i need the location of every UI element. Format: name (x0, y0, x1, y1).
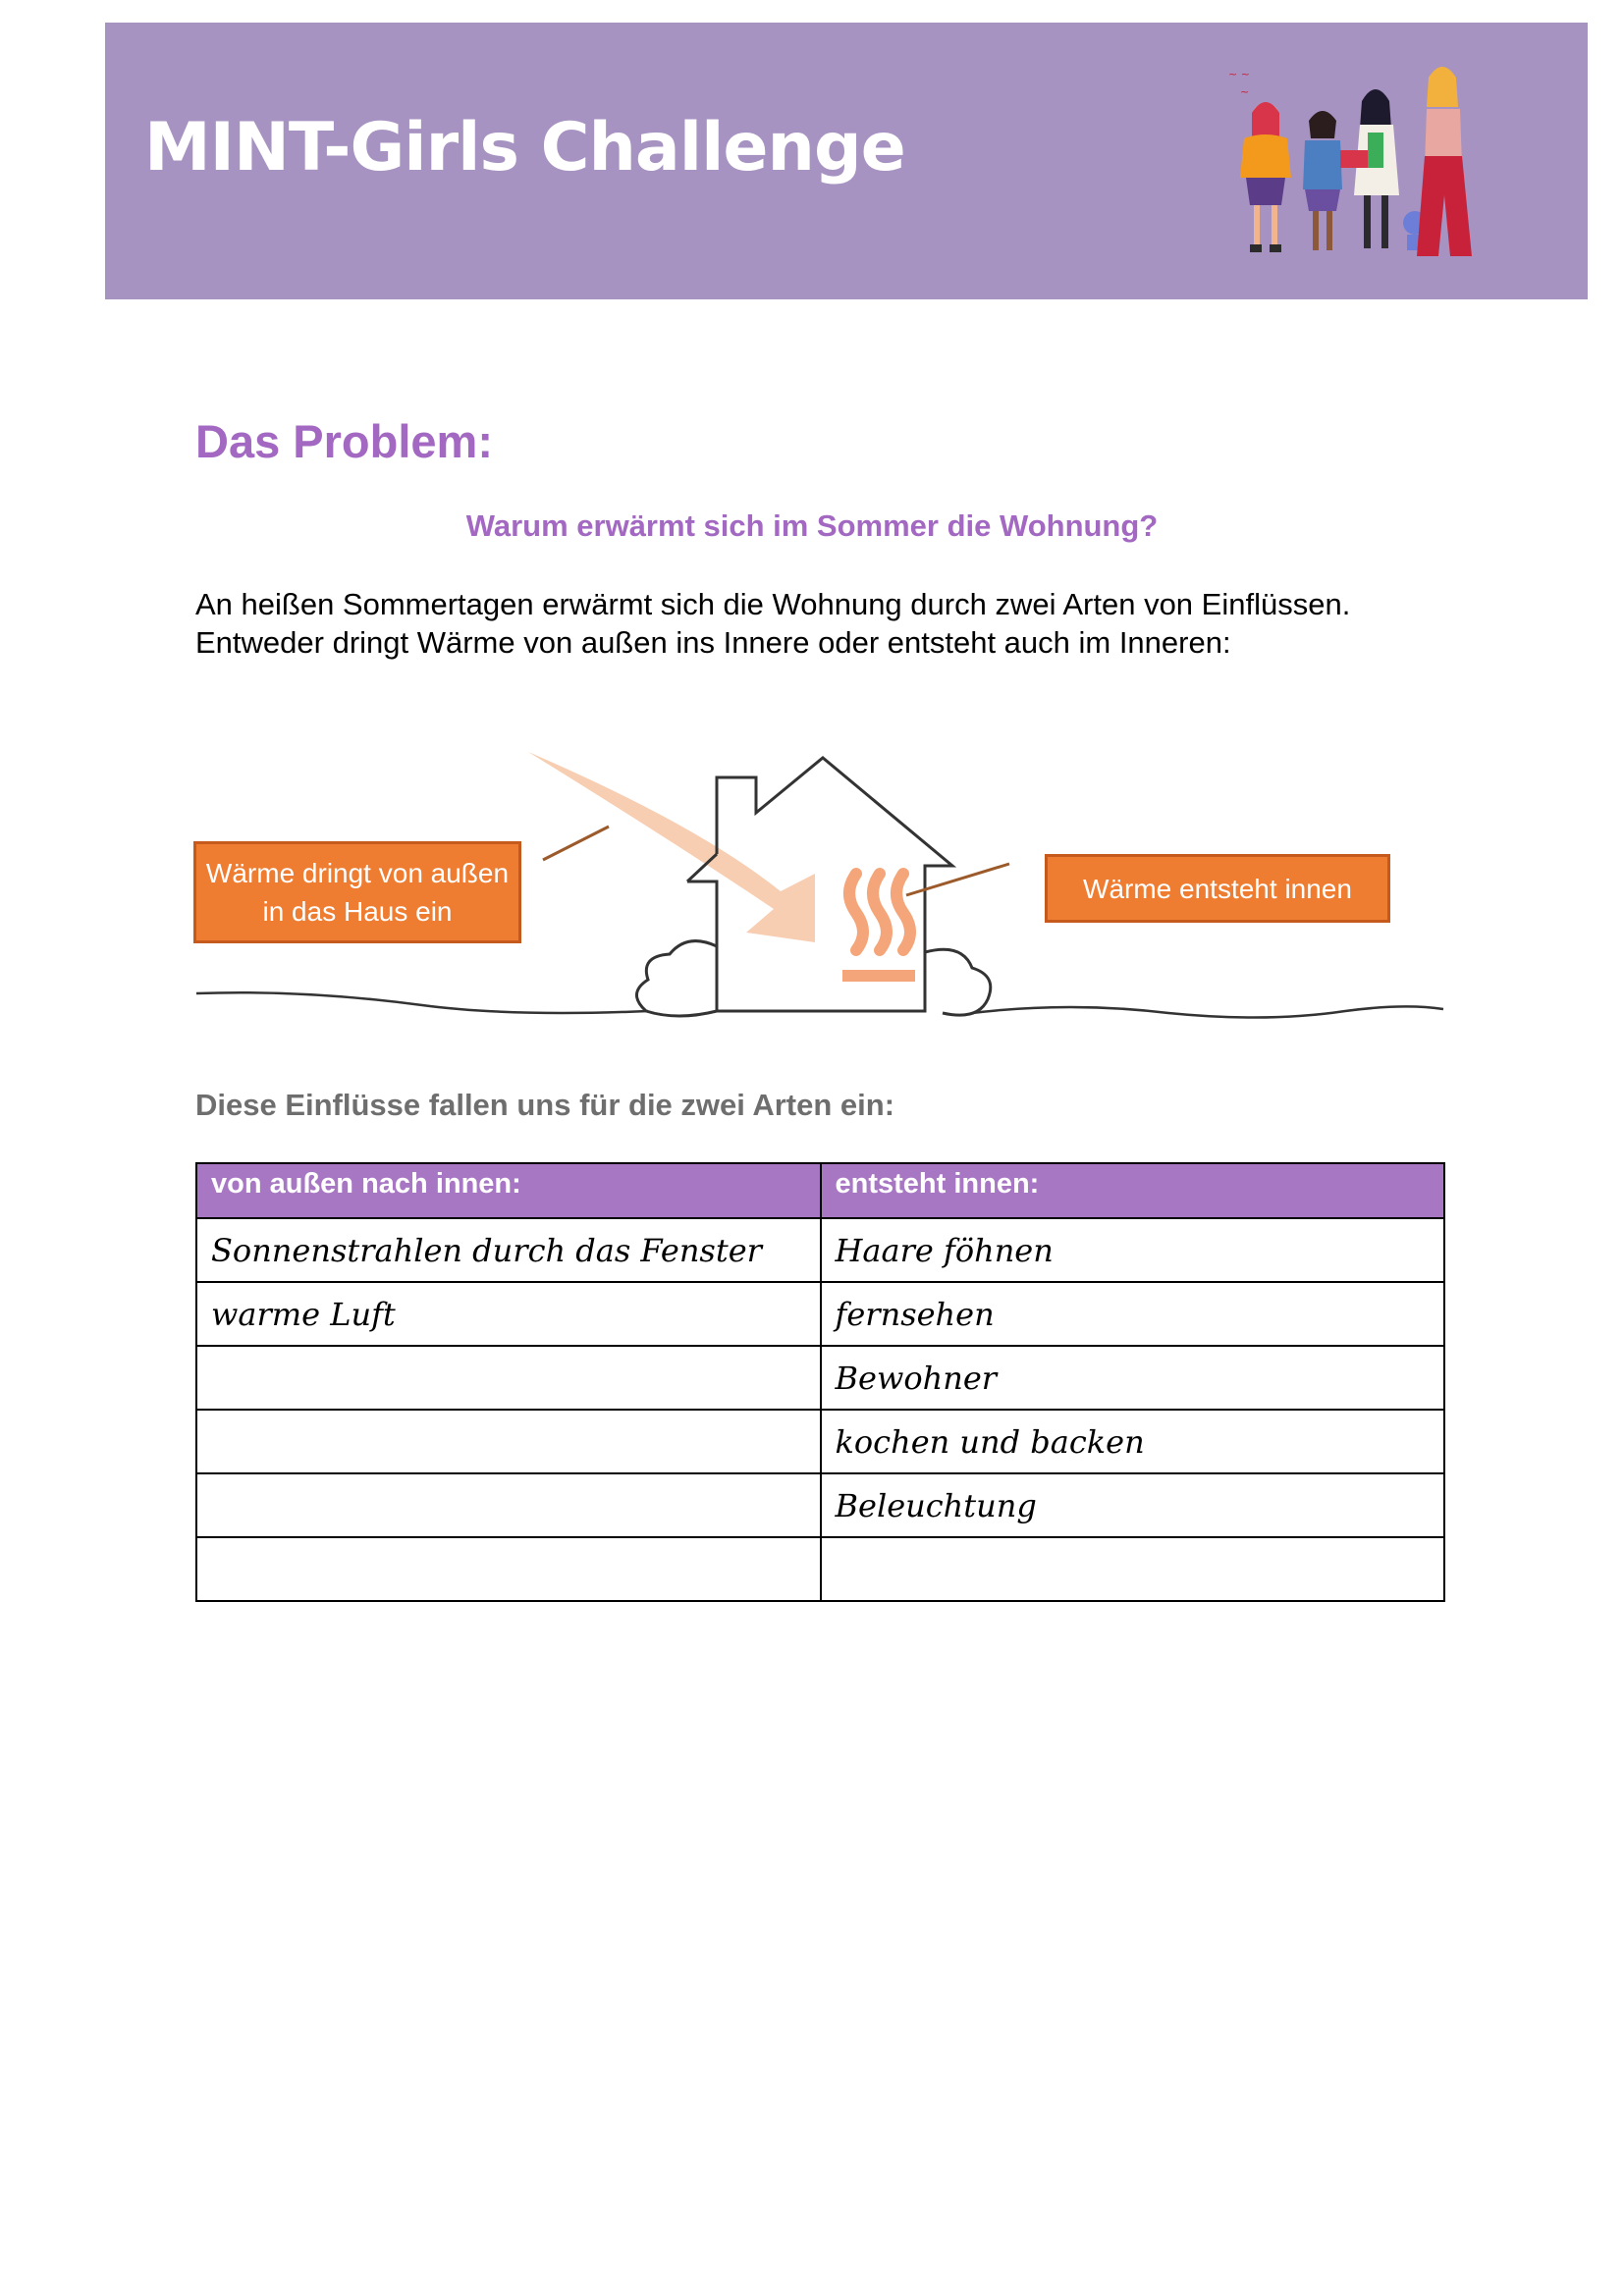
intro-paragraph: An heißen Sommertagen erwärmt sich die Wohnung durch zwei Arten von Einflüssen. Entweder dringt Wärme von außen ins Innere oder entsteht auch im Inneren: (195, 587, 1351, 660)
table-cell: Sonnenstrahlen durch das Fenster (196, 1218, 821, 1282)
table-row (196, 1537, 1444, 1601)
table-cell: kochen und backen (821, 1410, 1445, 1473)
svg-text:~ ~: ~ ~ (1228, 68, 1250, 80)
table-cell (821, 1537, 1445, 1601)
table-cell (196, 1346, 821, 1410)
column-header-outside: von außen nach innen: (196, 1163, 821, 1218)
table-cell: warme Luft (196, 1282, 821, 1346)
table-header-row (196, 1163, 1444, 1218)
ground-line (196, 992, 1443, 1017)
section-question: Warum erwärmt sich im Sommer die Wohnung? (465, 508, 1159, 543)
pointer-outside (543, 827, 609, 860)
table-row (196, 1346, 1444, 1410)
page-title: MINT-Girls Challenge (144, 109, 905, 187)
table-cell: Beleuchtung (821, 1473, 1445, 1537)
table-row (196, 1473, 1444, 1537)
table-cell (196, 1537, 821, 1601)
influences-table (195, 1162, 1445, 1602)
header-banner (105, 23, 1588, 299)
bush-left-icon (636, 941, 717, 1016)
girls-illustration (1226, 48, 1533, 284)
column-header-inside: entsteht innen: (821, 1163, 1445, 1218)
table-row (196, 1410, 1444, 1473)
list-heading: Diese Einflüsse fallen uns für die zwei Arten ein: (195, 1088, 895, 1122)
section-heading: Das Problem: (195, 415, 493, 467)
table-row (196, 1282, 1444, 1346)
callout-inside: Wärme entsteht innen (1045, 854, 1390, 923)
heater-base (842, 970, 915, 982)
table-cell: fernsehen (821, 1282, 1445, 1346)
table-row (196, 1218, 1444, 1282)
table-cell (196, 1410, 821, 1473)
pointer-inside (906, 864, 1009, 895)
callout-outside: Wärme dringt von außen in das Haus ein (193, 841, 521, 943)
svg-text:~: ~ (1240, 85, 1250, 98)
table-cell: Bewohner (821, 1346, 1445, 1410)
table-cell (196, 1473, 821, 1537)
heat-waves-icon (849, 874, 910, 950)
bush-right-icon (925, 949, 991, 1015)
table-cell: Haare föhnen (821, 1218, 1445, 1282)
